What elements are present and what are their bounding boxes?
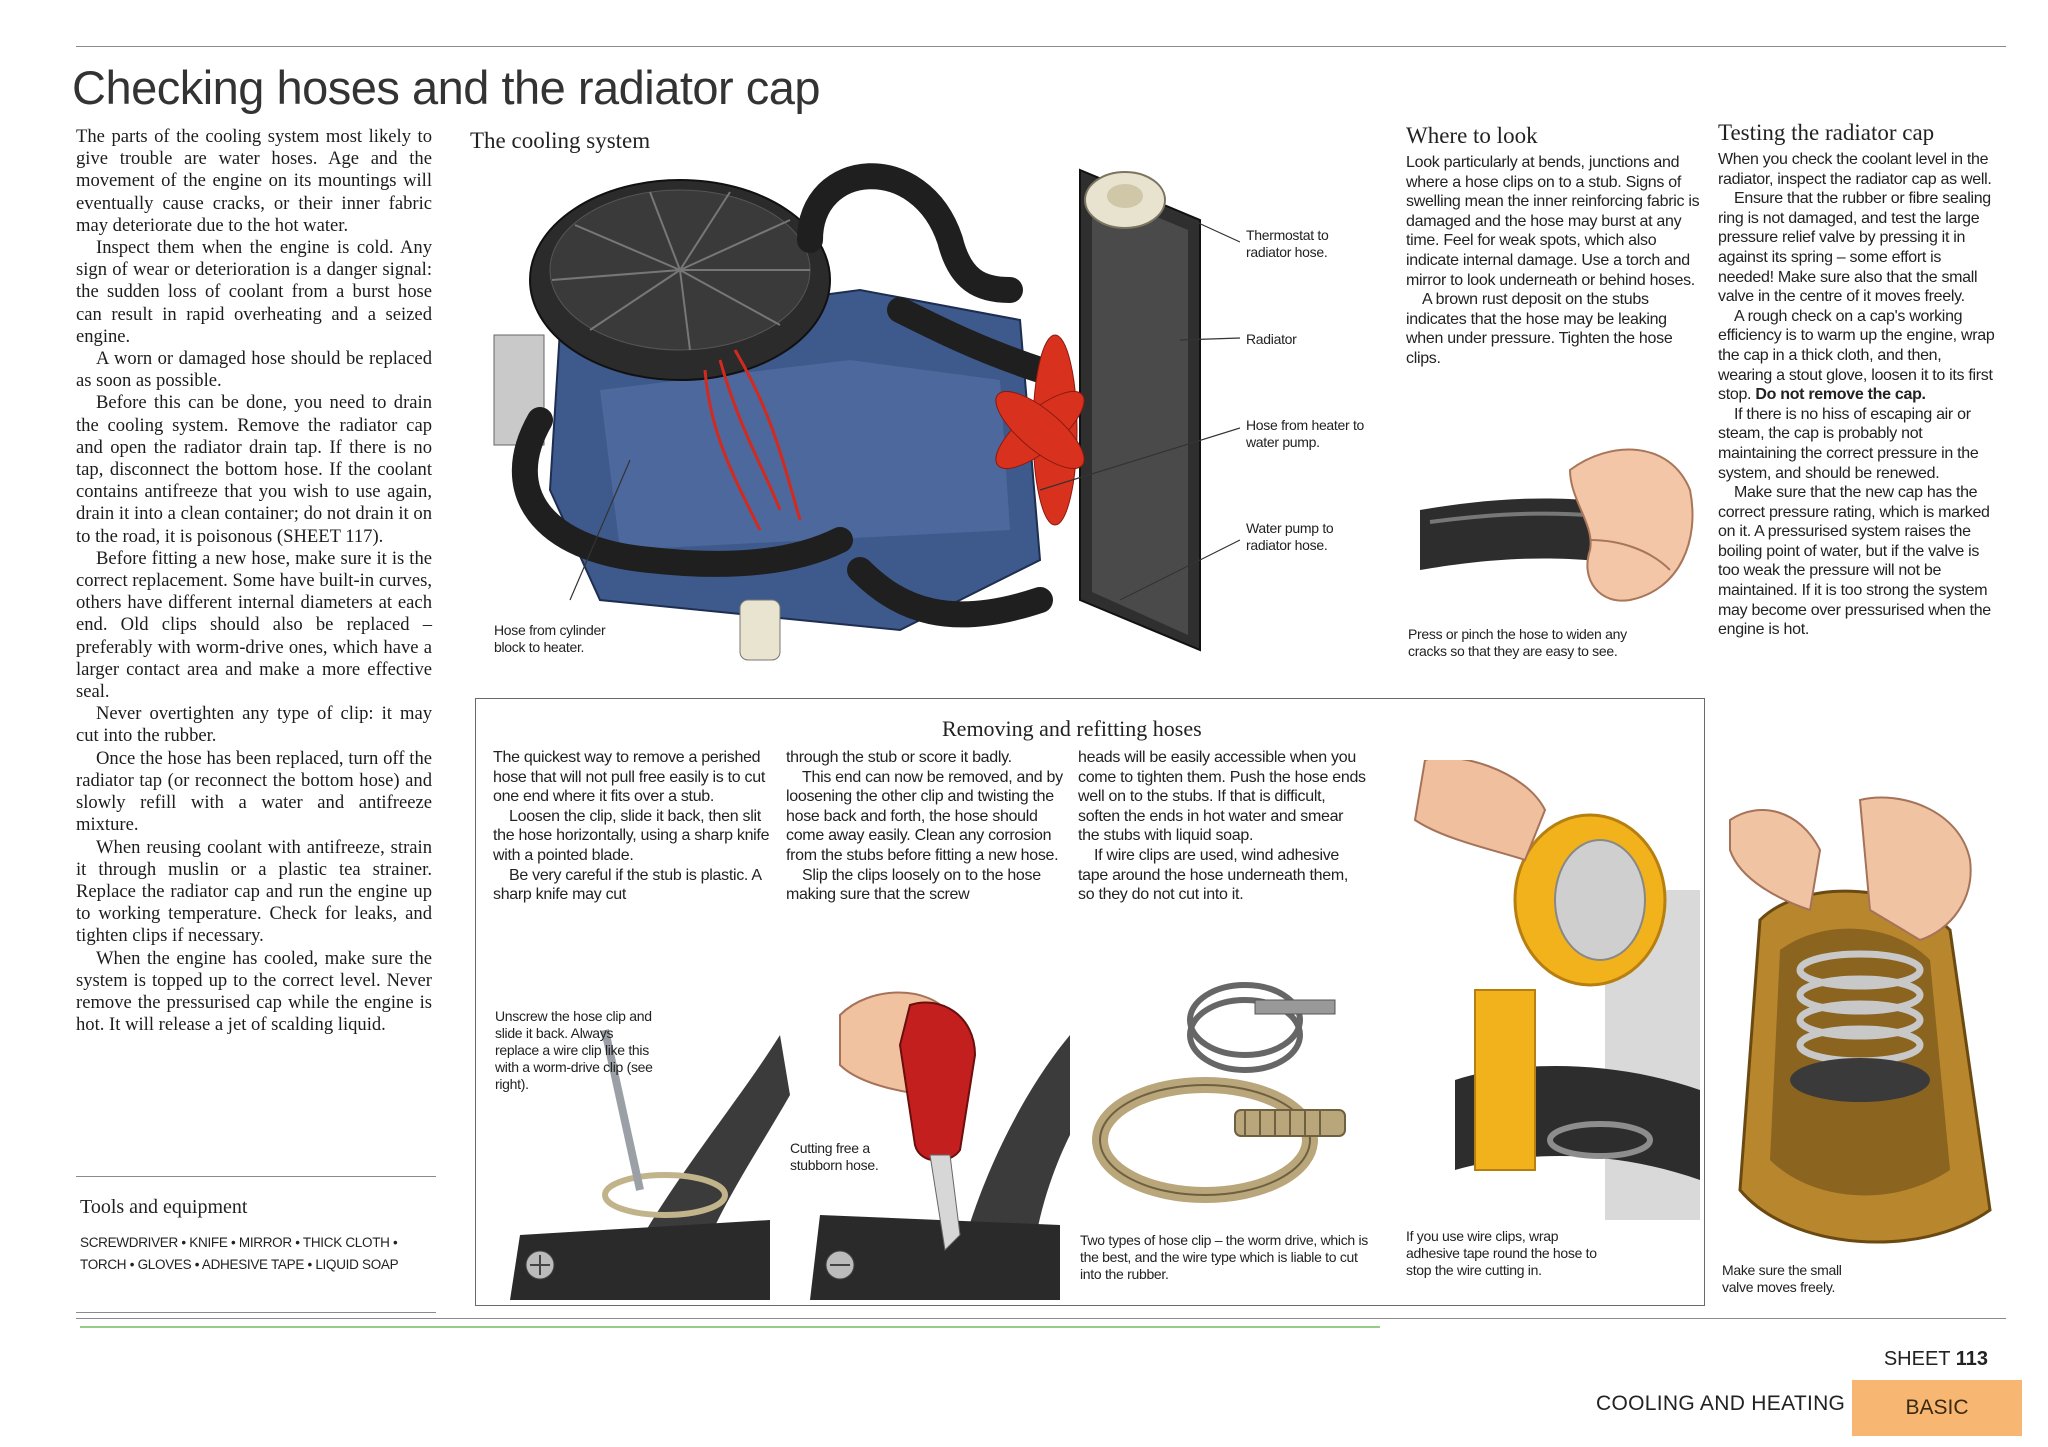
intro-paragraph: A worn or damaged hose should be replaced as soon as possible. [76,348,432,392]
where-caption: Press or pinch the hose to widen any cracks so that they are easy to see. [1408,626,1627,659]
tools-list: SCREWDRIVER • KNIFE • MIRROR • THICK CLOTH • TORCH • GLOVES • ADHESIVE TAPE • LIQUID SOAP [80,1235,399,1272]
radiator-cap-valve-illustration [1720,790,2010,1260]
top-rule [76,46,2006,47]
label-cylinder-heater: Hose from cylinder block to heater. [494,622,606,655]
sheet-label [1884,1348,1988,1371]
cooling-system-illustration [480,130,1240,670]
intro-paragraph: Before this can be done, you need to drain the cooling system. Remove the radiator cap and open the radiator drain tap. If there is no tap, disconnect the bottom hose. If the coolant contains antifreeze that you wish to use again, drain it into a clean container; do not drain it on to the road, it is poisonous (SHEET 117). [76,392,432,547]
caption-tape: If you use wire clips, wrap adhesive tape round the hose to stop the wire cutting in. [1406,1228,1597,1278]
removing-paragraph: Loosen the clip, slide it back, then slit the hose horizontally, using a sharp knife with a pointed blade. [493,807,770,864]
testing-paragraph: If there is no hiss of escaping air or steam, the cap is probably not maintaining the correct pressure in the system, and should be renewed. [1718,405,1979,482]
removing-paragraph: If wire clips are used, wind adhesive tape around the hose underneath them, so they do not cut into it. [1078,846,1349,904]
intro-paragraph: Once the hose has been replaced, turn off the radiator tap (or reconnect the bottom hose) and slowly refill with a water and antifreeze mixture. [76,747,432,836]
cutting-hose-illustration [800,975,1070,1300]
warning-text: Do not remove the cap. [1755,386,1926,404]
removing-paragraph: Be very careful if the stub is plastic. A sharp knife may cut [493,866,761,904]
green-rule [80,1326,1380,1328]
tools-rule-top [76,1176,436,1177]
label-radiator: Radiator [1246,331,1297,347]
adhesive-tape-illustration [1395,760,1700,1220]
removing-paragraph: This end can now be removed, and by loosening the other clip and twisting the hose back and forth, the hose should come away easily. Clean any corrosion from the stubs before fitting a new hose. [786,768,1063,864]
intro-paragraph: Inspect them when the engine is cold. Any sign of wear or deterioration is a danger signal: the sudden loss of coolant from a burst hose can result in rapid overheating and a seized engine. [76,237,432,347]
label-pump-radiator: Water pump to radiator hose. [1246,520,1334,553]
removing-col-1 [493,748,783,905]
testing-title: Testing the radiator cap [1718,120,1935,145]
where-title: Where to look [1406,123,1538,148]
testing-paragraph: Ensure that the rubber or fibre sealing ring is not damaged, and test the large pressure relief valve by pressing it in against its spring – some effort is needed! Make sure also that the small valve in the centre of it moves freely. [1718,190,1991,306]
pinch-hose-illustration [1420,430,1700,615]
tools-title: Tools and equipment [80,1196,248,1218]
intro-text [76,126,432,1036]
intro-paragraph: Never overtighten any type of clip: it may cut into the rubber. [76,703,432,747]
where-paragraph: Look particularly at bends, junctions and where a hose clips on to a stub. Signs of swelling mean the inner reinforcing fabric is damaged and the hose may burst at any time. Feel for weak spots, which also indicate internal damage. Use a torch and mirror to look underneath or behind hoses. [1406,154,1700,289]
intro-paragraph: Before fitting a new hose, make sure it is the correct replacement. Some have built-in curves, others have different internal diameters at each end. Old clips should also be replaced – preferably with worm-drive ones, which have a larger contact area and make a more effective seal. [76,547,432,703]
sheet-number: 113 [1955,1348,1988,1370]
bottom-rule [76,1318,2006,1319]
removing-title: Removing and refitting hoses [942,716,1202,741]
removing-col-2 [786,748,1076,905]
intro-paragraph: When reusing coolant with antifreeze, strain it through muslin or a plastic tea strainer. Replace the radiator cap and run the engine up to working temperature. Check for leaks, and tighten clips if necessary. [76,836,432,947]
label-thermostat: Thermostat to radiator hose. [1246,227,1329,260]
testing-paragraph: Make sure that the new cap has the correct pressure rating, which is marked on it. A pressurised system raises the boiling point of water, but if the valve is too weak the pressure will not be maintained. If it is too strong the system may become over pressurised when the engine is hot. [1718,484,1991,639]
removing-paragraph: heads will be easily accessible when you come to tighten them. Push the hose ends well on to the stubs. If that is difficult, soften the ends in hot water and smear the stubs with liquid soap. [1078,749,1366,845]
removing-col-3 [1078,748,1368,905]
level-tab: BASIC [1852,1380,2022,1436]
testing-p3-text: A rough check on a cap's working efficiency is to warm up the engine, wrap the cap in a thick cloth, and then, wearing a stout glove, loosen it to its first stop. [1718,307,1995,404]
removing-paragraph: through the stub or score it badly. [786,749,1012,766]
page-title: Checking hoses and the radiator cap [72,61,821,114]
sheet-word: SHEET [1883,1348,1951,1370]
removing-paragraph: The quickest way to remove a perished hose that will not pull free easily is to cut one end where it fits over a stub. [493,749,765,806]
where-paragraph: A brown rust deposit on the stubs indicates that the hose may be leaking when under pressure. Tighten the hose clips. [1406,291,1673,367]
cooling-title: The cooling system [470,128,651,153]
caption-clips: Two types of hose clip – the worm drive, which is the best, and the wire type which is liable to cut into the rubber. [1080,1232,1368,1282]
category-label: COOLING AND HEATING [1596,1392,1846,1415]
testing-paragraph: When you check the coolant level in the radiator, inspect the radiator cap as well. [1718,151,1992,188]
removing-paragraph: Slip the clips loosely on to the hose making sure that the screw [786,866,1041,904]
caption-cutting: Cutting free a stubborn hose. [790,1140,879,1173]
where-text [1406,153,1700,369]
intro-paragraph: When the engine has cooled, make sure the system is topped up to the correct level. Never remove the pressurised cap while the engine is hot. It will release a jet of scalding liquid. [76,947,432,1036]
hose-clips-illustration [1085,960,1385,1220]
testing-paragraph [1718,307,1998,405]
caption-unscrew: Unscrew the hose clip and slide it back. Always replace a wire clip like this with a worm-drive clip (see right). [495,1008,653,1092]
caption-valve: Make sure the small valve moves freely. [1722,1262,1842,1295]
tools-rule-bottom [76,1312,436,1313]
testing-text [1718,150,1998,640]
label-heater-pump: Hose from heater to water pump. [1246,417,1365,450]
intro-paragraph: The parts of the cooling system most likely to give trouble are water hoses. Age and the movement of the engine on its mountings will eventually cause cracks, or their inner fabric may deteriorate due to the hot water. [76,126,432,236]
